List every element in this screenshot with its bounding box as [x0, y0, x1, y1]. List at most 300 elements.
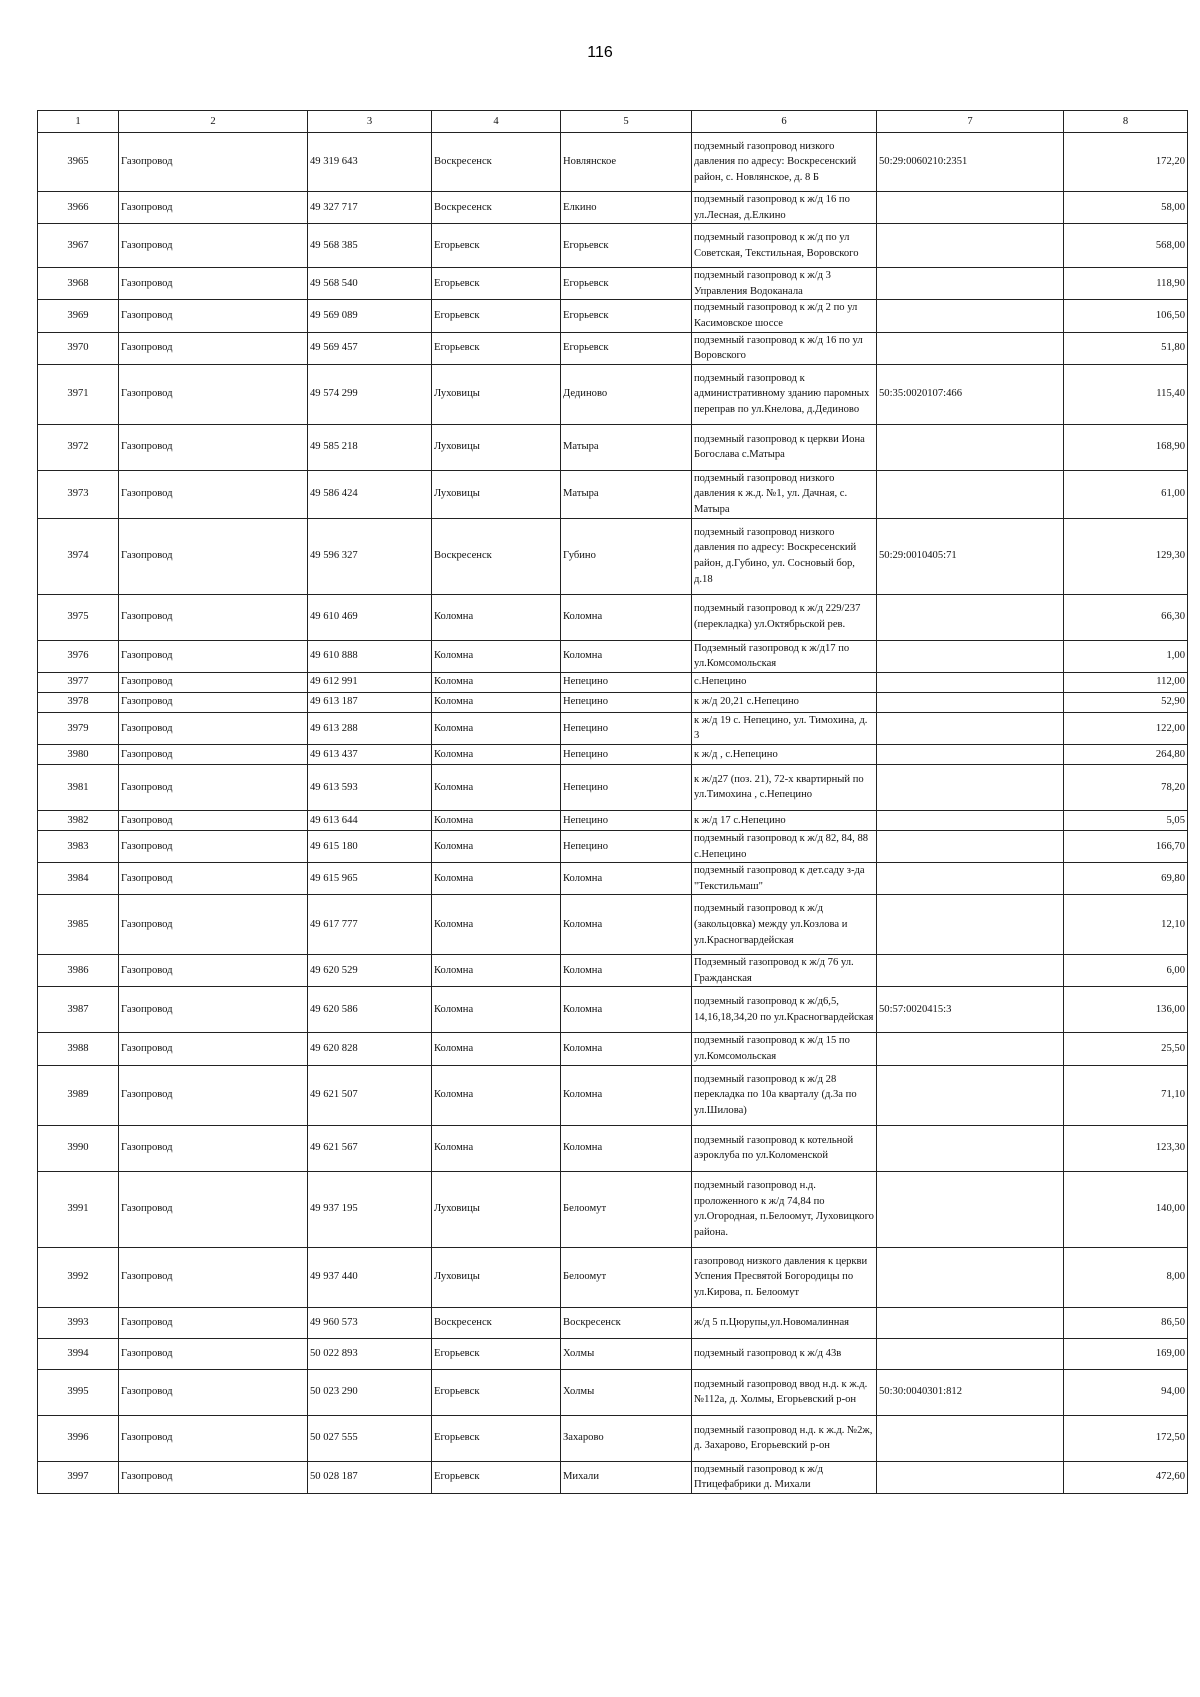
cell-cadastral-number — [877, 1461, 1064, 1493]
cell-description: подземный газопровод ввод н.д. к ж.д.№112а, д. Холмы, Егорьевский р-он — [692, 1369, 877, 1415]
cell-cadastral-number: 50:57:0020415:3 — [877, 987, 1064, 1033]
cell-description: подземный газопровод к дет.саду з-да "Текстильмаш" — [692, 863, 877, 895]
cell-locality: Непецино — [561, 712, 692, 744]
cell-row-number: 3995 — [38, 1369, 119, 1415]
cell-cadastral-number — [877, 1338, 1064, 1369]
column-header-8: 8 — [1064, 111, 1188, 133]
cell-length: 58,00 — [1064, 192, 1188, 224]
cell-object-type: Газопровод — [119, 712, 308, 744]
table-body — [38, 133, 1188, 1494]
table-row — [38, 1247, 1188, 1307]
cell-district: Коломна — [432, 594, 561, 640]
cell-locality: Непецино — [561, 672, 692, 692]
cell-description: подземный газопровод к ж/д 43в — [692, 1338, 877, 1369]
cell-length: 568,00 — [1064, 224, 1188, 268]
cell-object-code: 50 023 290 — [308, 1369, 432, 1415]
cell-cadastral-number — [877, 744, 1064, 764]
cell-row-number: 3980 — [38, 744, 119, 764]
table-row — [38, 1338, 1188, 1369]
column-header-4: 4 — [432, 111, 561, 133]
cell-locality: Матыра — [561, 424, 692, 470]
cell-district: Егорьевск — [432, 1461, 561, 1493]
cell-locality: Михали — [561, 1461, 692, 1493]
cell-object-code: 49 613 593 — [308, 764, 432, 810]
cell-cadastral-number — [877, 192, 1064, 224]
cell-row-number: 3968 — [38, 268, 119, 300]
cell-cadastral-number — [877, 672, 1064, 692]
cell-cadastral-number — [877, 692, 1064, 712]
cell-description: подземный газопровод к ж/д Птицефабрики д. Михали — [692, 1461, 877, 1493]
cell-object-code: 49 319 643 — [308, 133, 432, 192]
cell-cadastral-number — [877, 830, 1064, 862]
cell-length: 25,50 — [1064, 1033, 1188, 1065]
cell-row-number: 3986 — [38, 955, 119, 987]
cell-length: 78,20 — [1064, 764, 1188, 810]
cell-object-type: Газопровод — [119, 640, 308, 672]
cell-locality: Коломна — [561, 863, 692, 895]
cell-row-number: 3992 — [38, 1247, 119, 1307]
cell-description: подземный газопровод к ж/д (закольцовка) между ул.Козлова и ул.Красногвардейская — [692, 895, 877, 955]
table-row — [38, 518, 1188, 594]
cell-object-type: Газопровод — [119, 692, 308, 712]
cell-cadastral-number: 50:30:0040301:812 — [877, 1369, 1064, 1415]
cell-description: подземный газопровод к ж/д 16 по ул.Лесная, д.Елкино — [692, 192, 877, 224]
cell-locality: Непецино — [561, 764, 692, 810]
cell-object-type: Газопровод — [119, 744, 308, 764]
column-header-7: 7 — [877, 111, 1064, 133]
cell-row-number: 3967 — [38, 224, 119, 268]
cell-object-code: 49 613 437 — [308, 744, 432, 764]
cell-locality: Коломна — [561, 1125, 692, 1171]
cell-locality: Воскресенск — [561, 1307, 692, 1338]
cell-object-code: 49 620 828 — [308, 1033, 432, 1065]
table-row — [38, 192, 1188, 224]
cell-locality: Непецино — [561, 810, 692, 830]
cell-description: подземный газопровод к ж/д 3 Управления Водоканала — [692, 268, 877, 300]
column-header-2: 2 — [119, 111, 308, 133]
cell-object-type: Газопровод — [119, 1461, 308, 1493]
column-header-5: 5 — [561, 111, 692, 133]
cell-description: к ж/д 17 с.Непецино — [692, 810, 877, 830]
cell-description: к ж/д 19 с. Непецино, ул. Тимохина, д. 3 — [692, 712, 877, 744]
table-row — [38, 268, 1188, 300]
cell-object-code: 49 610 888 — [308, 640, 432, 672]
cell-description: подземный газопровод к ж/д по ул Советская, Текстильная, Воровского — [692, 224, 877, 268]
cell-object-code: 49 615 965 — [308, 863, 432, 895]
cell-object-code: 49 610 469 — [308, 594, 432, 640]
cell-length: 123,30 — [1064, 1125, 1188, 1171]
cell-length: 5,05 — [1064, 810, 1188, 830]
cell-locality: Захарово — [561, 1415, 692, 1461]
cell-length: 118,90 — [1064, 268, 1188, 300]
cell-cadastral-number: 50:29:0010405:71 — [877, 518, 1064, 594]
cell-row-number: 3977 — [38, 672, 119, 692]
cell-description: с.Непецино — [692, 672, 877, 692]
cell-description: Подземный газопровод к ж/д 76 ул. Гражданская — [692, 955, 877, 987]
table-row — [38, 1065, 1188, 1125]
cell-district: Егорьевск — [432, 224, 561, 268]
cell-length: 1,00 — [1064, 640, 1188, 672]
cell-district: Луховицы — [432, 424, 561, 470]
cell-description: к ж/д , с.Непецино — [692, 744, 877, 764]
cell-description: подземный газопровод низкого давления по адресу: Воскресенский район, с. Новлянское, д. 8 Б — [692, 133, 877, 192]
table-row — [38, 470, 1188, 518]
cell-object-code: 49 621 567 — [308, 1125, 432, 1171]
cell-length: 168,90 — [1064, 424, 1188, 470]
cell-row-number: 3981 — [38, 764, 119, 810]
cell-district: Коломна — [432, 810, 561, 830]
cell-length: 94,00 — [1064, 1369, 1188, 1415]
cell-object-type: Газопровод — [119, 192, 308, 224]
cell-description: подземный газопровод низкого давления к ж.д. №1, ул. Дачная, с. Матыра — [692, 470, 877, 518]
cell-locality: Непецино — [561, 692, 692, 712]
cell-object-code: 50 027 555 — [308, 1415, 432, 1461]
table-row — [38, 1125, 1188, 1171]
cell-district: Егорьевск — [432, 268, 561, 300]
cell-object-code: 50 028 187 — [308, 1461, 432, 1493]
cell-locality: Егорьевск — [561, 268, 692, 300]
cell-locality: Егорьевск — [561, 300, 692, 332]
cell-locality: Матыра — [561, 470, 692, 518]
cell-object-code: 49 613 288 — [308, 712, 432, 744]
cell-object-code: 49 960 573 — [308, 1307, 432, 1338]
cell-district: Егорьевск — [432, 332, 561, 364]
cell-row-number: 3969 — [38, 300, 119, 332]
cell-row-number: 3987 — [38, 987, 119, 1033]
cell-object-code: 49 596 327 — [308, 518, 432, 594]
table-row — [38, 1415, 1188, 1461]
table-row — [38, 640, 1188, 672]
table-row — [38, 744, 1188, 764]
cell-district: Коломна — [432, 1125, 561, 1171]
cell-locality: Коломна — [561, 895, 692, 955]
cell-length: 115,40 — [1064, 364, 1188, 424]
cell-object-type: Газопровод — [119, 332, 308, 364]
cell-object-code: 49 569 089 — [308, 300, 432, 332]
cell-cadastral-number — [877, 1033, 1064, 1065]
column-header-6: 6 — [692, 111, 877, 133]
cell-row-number: 3978 — [38, 692, 119, 712]
cell-cadastral-number — [877, 863, 1064, 895]
cell-length: 86,50 — [1064, 1307, 1188, 1338]
cell-object-type: Газопровод — [119, 1033, 308, 1065]
cell-object-code: 49 585 218 — [308, 424, 432, 470]
table-row — [38, 895, 1188, 955]
cell-cadastral-number — [877, 1171, 1064, 1247]
column-header-3: 3 — [308, 111, 432, 133]
cell-description: газопровод низкого давления к церкви Успения Пресвятой Богородицы по ул.Кирова, п. Белоомут — [692, 1247, 877, 1307]
cell-description: подземный газопровод н.д. проложенного к ж/д 74,84 по ул.Огородная, п.Белоомут, Луховицкого района. — [692, 1171, 877, 1247]
table-row — [38, 594, 1188, 640]
cell-locality: Елкино — [561, 192, 692, 224]
cell-locality: Непецино — [561, 830, 692, 862]
cell-object-type: Газопровод — [119, 1307, 308, 1338]
cell-locality: Белоомут — [561, 1247, 692, 1307]
cell-description: подземный газопровод к ж/д 2 по ул Касимовское шоссе — [692, 300, 877, 332]
cell-cadastral-number — [877, 224, 1064, 268]
cell-row-number: 3991 — [38, 1171, 119, 1247]
cell-description: подземный газопровод к ж/д 16 по ул Воровского — [692, 332, 877, 364]
cell-district: Егорьевск — [432, 1415, 561, 1461]
cell-district: Коломна — [432, 895, 561, 955]
cell-district: Егорьевск — [432, 300, 561, 332]
cell-row-number: 3965 — [38, 133, 119, 192]
table-row — [38, 810, 1188, 830]
cell-cadastral-number — [877, 268, 1064, 300]
cell-description: к ж/д27 (поз. 21), 72-х квартирный по ул.Тимохина , с.Непецино — [692, 764, 877, 810]
cell-length: 6,00 — [1064, 955, 1188, 987]
cell-object-type: Газопровод — [119, 268, 308, 300]
cell-object-type: Газопровод — [119, 364, 308, 424]
cell-description: Подземный газопровод к ж/д17 по ул.Комсомольская — [692, 640, 877, 672]
cell-row-number: 3996 — [38, 1415, 119, 1461]
cell-locality: Коломна — [561, 640, 692, 672]
cell-district: Коломна — [432, 672, 561, 692]
page-number: 116 — [587, 44, 613, 61]
cell-object-type: Газопровод — [119, 830, 308, 862]
cell-row-number: 3973 — [38, 470, 119, 518]
table-row — [38, 830, 1188, 862]
cell-length: 12,10 — [1064, 895, 1188, 955]
cell-object-code: 49 327 717 — [308, 192, 432, 224]
cell-district: Коломна — [432, 1065, 561, 1125]
cell-district: Воскресенск — [432, 1307, 561, 1338]
cell-object-type: Газопровод — [119, 1369, 308, 1415]
table-row — [38, 224, 1188, 268]
table-row — [38, 672, 1188, 692]
cell-row-number: 3990 — [38, 1125, 119, 1171]
cell-district: Коломна — [432, 692, 561, 712]
cell-description: подземный газопровод к ж/д 229/237 (перекладка) ул.Октябрьской рев. — [692, 594, 877, 640]
cell-description: подземный газопровод к ж/д 28 перекладка по 10а кварталу (д.3а по ул.Шилова) — [692, 1065, 877, 1125]
table-row — [38, 424, 1188, 470]
cell-description: подземный газопровод к ж/д6,5, 14,16,18,34,20 по ул.Красногвардейская — [692, 987, 877, 1033]
cell-row-number: 3984 — [38, 863, 119, 895]
cell-row-number: 3971 — [38, 364, 119, 424]
cell-cadastral-number: 50:35:0020107:466 — [877, 364, 1064, 424]
table-row — [38, 133, 1188, 192]
cell-length: 71,10 — [1064, 1065, 1188, 1125]
cell-description: подземный газопровод к ж/д 82, 84, 88 с.Непецино — [692, 830, 877, 862]
cell-object-code: 49 615 180 — [308, 830, 432, 862]
cell-length: 136,00 — [1064, 987, 1188, 1033]
cell-row-number: 3988 — [38, 1033, 119, 1065]
cell-object-code: 50 022 893 — [308, 1338, 432, 1369]
cell-description: ж/д 5 п.Цюрупы,ул.Новомалинная — [692, 1307, 877, 1338]
cell-cadastral-number — [877, 640, 1064, 672]
cell-object-type: Газопровод — [119, 1171, 308, 1247]
cell-row-number: 3989 — [38, 1065, 119, 1125]
cell-district: Воскресенск — [432, 133, 561, 192]
cell-cadastral-number — [877, 895, 1064, 955]
cell-district: Коломна — [432, 955, 561, 987]
table-row — [38, 332, 1188, 364]
cell-object-type: Газопровод — [119, 1125, 308, 1171]
cell-locality: Коломна — [561, 1033, 692, 1065]
cell-object-type: Газопровод — [119, 987, 308, 1033]
cell-row-number: 3979 — [38, 712, 119, 744]
cell-object-code: 49 574 299 — [308, 364, 432, 424]
cell-length: 51,80 — [1064, 332, 1188, 364]
cell-row-number: 3974 — [38, 518, 119, 594]
table-row — [38, 863, 1188, 895]
cell-length: 166,70 — [1064, 830, 1188, 862]
cell-locality: Коломна — [561, 955, 692, 987]
cell-description: подземный газопровод к церкви Иона Богослава с.Матыра — [692, 424, 877, 470]
table-row — [38, 987, 1188, 1033]
cell-object-type: Газопровод — [119, 1338, 308, 1369]
cell-object-type: Газопровод — [119, 518, 308, 594]
cell-locality: Дединово — [561, 364, 692, 424]
cell-length: 52,90 — [1064, 692, 1188, 712]
cell-cadastral-number — [877, 1415, 1064, 1461]
cell-object-type: Газопровод — [119, 863, 308, 895]
cell-locality: Егорьевск — [561, 332, 692, 364]
cell-locality: Коломна — [561, 987, 692, 1033]
cell-object-type: Газопровод — [119, 1247, 308, 1307]
cell-locality: Непецино — [561, 744, 692, 764]
cell-length: 106,50 — [1064, 300, 1188, 332]
cell-locality: Губино — [561, 518, 692, 594]
table-row — [38, 955, 1188, 987]
cell-locality: Новлянское — [561, 133, 692, 192]
cell-description: к ж/д 20,21 с.Непецино — [692, 692, 877, 712]
header-row — [38, 111, 1188, 133]
cell-district: Луховицы — [432, 1171, 561, 1247]
table-row — [38, 300, 1188, 332]
cell-district: Воскресенск — [432, 518, 561, 594]
table-row — [38, 1033, 1188, 1065]
cell-row-number: 3994 — [38, 1338, 119, 1369]
cell-cadastral-number — [877, 1247, 1064, 1307]
cell-district: Коломна — [432, 1033, 561, 1065]
cell-object-type: Газопровод — [119, 810, 308, 830]
cell-row-number: 3993 — [38, 1307, 119, 1338]
cell-object-code: 49 613 187 — [308, 692, 432, 712]
cell-locality: Коломна — [561, 594, 692, 640]
cell-length: 264,80 — [1064, 744, 1188, 764]
table-row — [38, 764, 1188, 810]
cell-object-code: 49 620 586 — [308, 987, 432, 1033]
cell-length: 69,80 — [1064, 863, 1188, 895]
cell-row-number: 3975 — [38, 594, 119, 640]
cell-cadastral-number — [877, 300, 1064, 332]
table-row — [38, 1461, 1188, 1493]
table-row — [38, 1171, 1188, 1247]
cell-district: Коломна — [432, 830, 561, 862]
cell-district: Коломна — [432, 987, 561, 1033]
cell-object-code: 49 569 457 — [308, 332, 432, 364]
cell-cadastral-number — [877, 1065, 1064, 1125]
cell-object-type: Газопровод — [119, 1415, 308, 1461]
cell-district: Коломна — [432, 863, 561, 895]
cell-row-number: 3983 — [38, 830, 119, 862]
cell-object-type: Газопровод — [119, 470, 308, 518]
cell-row-number: 3985 — [38, 895, 119, 955]
cell-object-code: 49 617 777 — [308, 895, 432, 955]
registry-table — [37, 110, 1188, 1494]
cell-description: подземный газопровод к ж/д 15 по ул.Комсомольская — [692, 1033, 877, 1065]
cell-cadastral-number — [877, 1307, 1064, 1338]
cell-cadastral-number — [877, 594, 1064, 640]
cell-object-code: 49 613 644 — [308, 810, 432, 830]
cell-district: Коломна — [432, 764, 561, 810]
cell-object-type: Газопровод — [119, 594, 308, 640]
cell-cadastral-number — [877, 810, 1064, 830]
cell-cadastral-number: 50:29:0060210:2351 — [877, 133, 1064, 192]
cell-locality: Холмы — [561, 1369, 692, 1415]
cell-row-number: 3982 — [38, 810, 119, 830]
cell-cadastral-number — [877, 955, 1064, 987]
cell-length: 8,00 — [1064, 1247, 1188, 1307]
cell-description: подземный газопровод н.д. к ж.д. №2ж, д. Захарово, Егорьевский р-он — [692, 1415, 877, 1461]
cell-description: подземный газопровод к котельной аэроклуба по ул.Коломенской — [692, 1125, 877, 1171]
cell-object-code: 49 568 385 — [308, 224, 432, 268]
cell-length: 140,00 — [1064, 1171, 1188, 1247]
cell-district: Егорьевск — [432, 1369, 561, 1415]
cell-district: Коломна — [432, 640, 561, 672]
cell-length: 169,00 — [1064, 1338, 1188, 1369]
cell-district: Коломна — [432, 744, 561, 764]
cell-locality: Егорьевск — [561, 224, 692, 268]
cell-length: 61,00 — [1064, 470, 1188, 518]
cell-object-type: Газопровод — [119, 424, 308, 470]
cell-district: Луховицы — [432, 364, 561, 424]
cell-object-type: Газопровод — [119, 1065, 308, 1125]
cell-length: 172,20 — [1064, 133, 1188, 192]
cell-length: 472,60 — [1064, 1461, 1188, 1493]
cell-locality: Белоомут — [561, 1171, 692, 1247]
table-row — [38, 692, 1188, 712]
cell-description: подземный газопровод к административному зданию паромных переправ по ул.Кнелова, д.Дединово — [692, 364, 877, 424]
cell-row-number: 3997 — [38, 1461, 119, 1493]
cell-cadastral-number — [877, 470, 1064, 518]
cell-object-code: 49 620 529 — [308, 955, 432, 987]
cell-object-code: 49 586 424 — [308, 470, 432, 518]
cell-length: 172,50 — [1064, 1415, 1188, 1461]
cell-object-code: 49 612 991 — [308, 672, 432, 692]
cell-object-type: Газопровод — [119, 672, 308, 692]
table-row — [38, 1307, 1188, 1338]
cell-length: 66,30 — [1064, 594, 1188, 640]
cell-cadastral-number — [877, 424, 1064, 470]
cell-locality: Коломна — [561, 1065, 692, 1125]
cell-row-number: 3966 — [38, 192, 119, 224]
cell-length: 112,00 — [1064, 672, 1188, 692]
cell-object-code: 49 937 440 — [308, 1247, 432, 1307]
cell-district: Луховицы — [432, 1247, 561, 1307]
cell-district: Луховицы — [432, 470, 561, 518]
cell-object-code: 49 937 195 — [308, 1171, 432, 1247]
cell-row-number: 3976 — [38, 640, 119, 672]
cell-object-type: Газопровод — [119, 955, 308, 987]
cell-cadastral-number — [877, 332, 1064, 364]
cell-object-type: Газопровод — [119, 224, 308, 268]
column-header-1: 1 — [38, 111, 119, 133]
cell-district: Коломна — [432, 712, 561, 744]
cell-cadastral-number — [877, 1125, 1064, 1171]
cell-cadastral-number — [877, 764, 1064, 810]
table-row — [38, 1369, 1188, 1415]
cell-district: Воскресенск — [432, 192, 561, 224]
table-row — [38, 364, 1188, 424]
cell-locality: Холмы — [561, 1338, 692, 1369]
cell-district: Егорьевск — [432, 1338, 561, 1369]
cell-row-number: 3970 — [38, 332, 119, 364]
table-row — [38, 712, 1188, 744]
cell-object-code: 49 621 507 — [308, 1065, 432, 1125]
cell-object-code: 49 568 540 — [308, 268, 432, 300]
